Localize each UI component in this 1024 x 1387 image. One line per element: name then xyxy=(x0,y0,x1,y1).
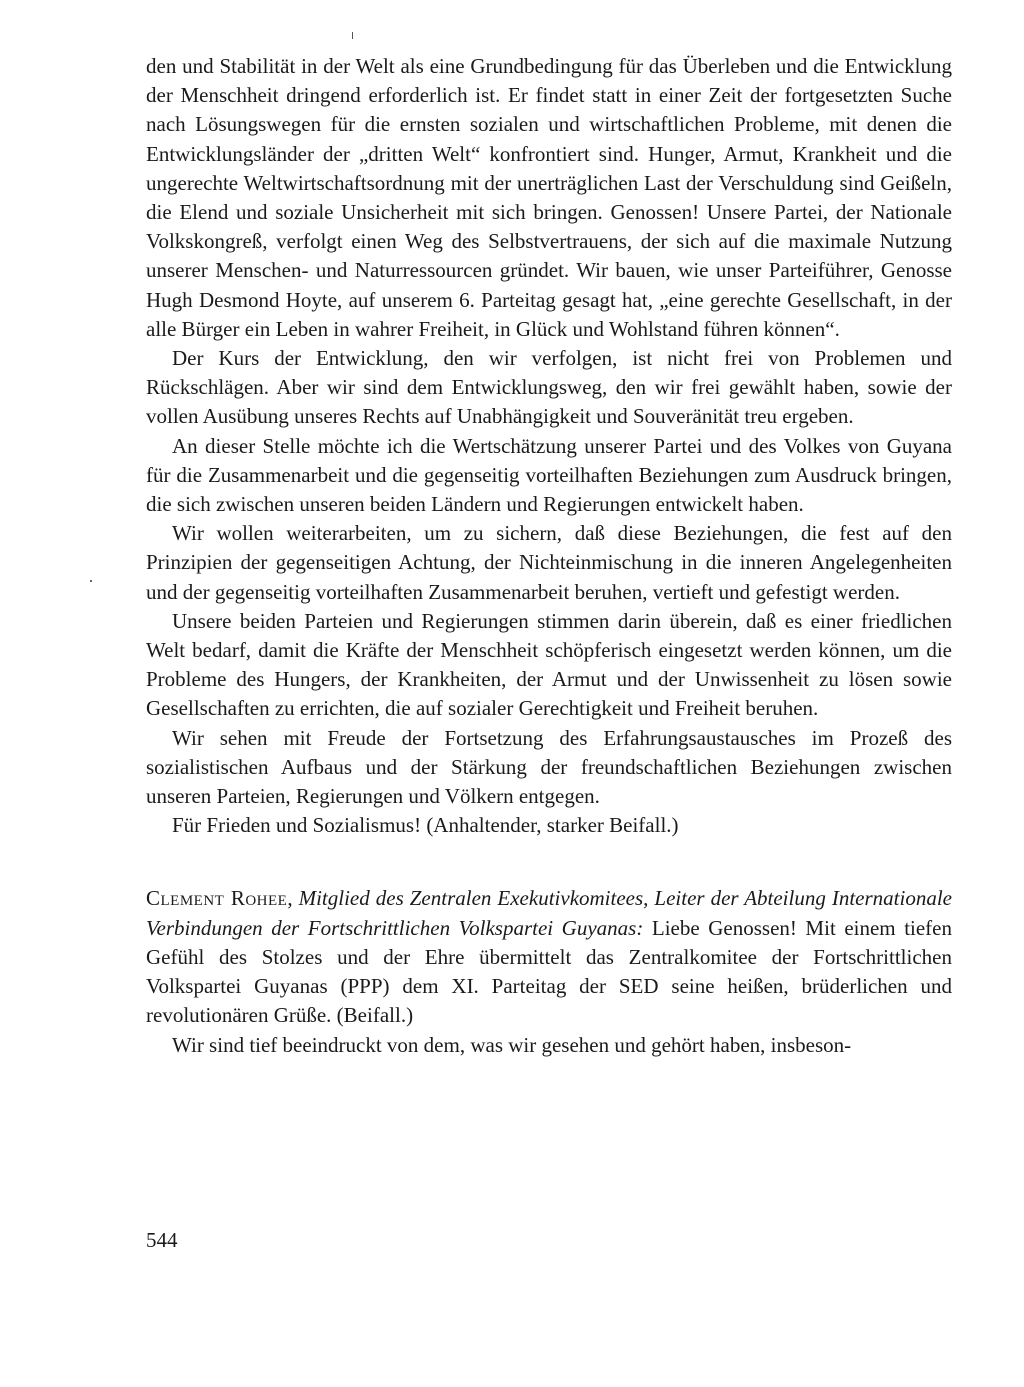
scan-mark xyxy=(352,32,353,39)
paragraph-continued: den und Stabilität in der Welt als eine Grundbedingung für das Überleben und die Entwicklung der Menschheit dringend erforderlich ist. Er findet statt in einer Zeit der fortgesetzten Suche nach Lösungswegen für die ernsten sozialen und wirtschaftlichen Probleme, mit denen die Entwicklungsländer der „dritten Welt“ konfrontiert sind. Hunger, Armut, Krankheit und die ungerechte Weltwirtschaftsordnung mit der unerträglichen Last der Verschuldung sind Geißeln, die Elend und soziale Unsicherheit mit sich bringen. Genossen! Unsere Partei, der Nationale Volkskongreß, verfolgt einen Weg des Selbstvertrauens, der sich auf die maximale Nutzung unserer Menschen- und Naturressourcen gründet. Wir bauen, wie unser Parteiführer, Genosse Hugh Desmond Hoyte, auf unserem 6. Parteitag gesagt hat, „eine gerechte Gesellschaft, in der alle Bürger ein Leben in wahrer Freiheit, in Glück und Wohlstand führen können“. xyxy=(146,54,952,341)
speaker-name: Clement Rohee xyxy=(146,886,288,911)
speech-intro: Clement Rohee, Mitglied des Zentralen Exekutivkomitees, Leiter der Abteilung Internationale Verbindungen der Fortschrittlichen Volkspartei Guyanas: Liebe Genossen! Mit einem tiefen Gefühl des Stolzes und der Ehre übermittelt das Zentralkomitee der Fortschrittlichen Volkspartei Guyanas (PPP) dem XI. Parteitag der SED seine heißen, brüderlichen und revolutionären Grüße. (Beifall.) xyxy=(146,886,952,1028)
speaker-role: Mitglied des Zentralen Exekutivkomitees, Leiter der Abteilung Internationale Verbindungen der Fortschrittlichen Volkspartei Guyanas: xyxy=(146,886,952,940)
paragraph: Unsere beiden Parteien und Regierungen stimmen darin überein, daß es einer friedlichen Welt bedarf, damit die Kräfte der Menschheit schöpferisch eingesetzt werden können, um die Probleme des Hungers, der Krankheiten, der Armut und der Unwissenheit zu lösen sowie Gesellschaften zu errichten, die auf sozialer Gerechtigkeit und Freiheit beruhen. xyxy=(146,608,952,721)
paragraph: An dieser Stelle möchte ich die Wertschätzung unserer Partei und des Volkes von Guyana für die Zusammenarbeit und die gegenseitig vorteilhaften Beziehungen zum Ausdruck bringen, die sich zwischen unseren beiden Ländern und Regierungen entwickelt haben. xyxy=(146,433,952,517)
speech-continuation: Wir sind tief beeindruckt von dem, was wir gesehen und gehört haben, insbeson- xyxy=(172,1032,852,1057)
page-number: 544 xyxy=(146,1228,178,1252)
paragraph: Wir sehen mit Freude der Fortsetzung des Erfahrungsaustausches im Prozeß des sozialistischen Aufbaus und der Stärkung der freundschaftlichen Beziehungen zwischen unseren Parteien, Regierungen und Völkern entgegen. xyxy=(146,725,952,809)
scan-speck xyxy=(90,580,92,582)
section-gap xyxy=(146,840,952,884)
paragraph: Für Frieden und Sozialismus! (Anhaltender, starker Beifall.) xyxy=(172,813,679,838)
speech-text: Liebe Genossen! Mit einem tiefen Gefühl des Stolzes und der Ehre übermittelt das Zentralkomitee der Fortschrittlichen Volkspartei Guyanas (PPP) dem XI. Parteitag der SED seine heißen, brüderlichen und revolutionären Grüße. (Beifall.) xyxy=(146,915,952,1028)
paragraph: Wir wollen weiterarbeiten, um zu sichern, daß diese Beziehungen, die fest auf den Prinzipien der gegenseitigen Achtung, der Nichteinmischung in die inneren Angelegenheiten und der gegenseitig vorteilhaften Zusammenarbeit beruhen, vertieft und gefestigt werden. xyxy=(146,521,952,604)
document-body xyxy=(146,52,952,1060)
paragraph: Der Kurs der Entwicklung, den wir verfolgen, ist nicht frei von Problemen und Rückschlägen. Aber wir sind dem Entwicklungsweg, den wir frei gewählt haben, sowie der vollen Ausübung unseres Rechts auf Unabhängigkeit und Souveränität treu ergeben. xyxy=(146,346,952,429)
